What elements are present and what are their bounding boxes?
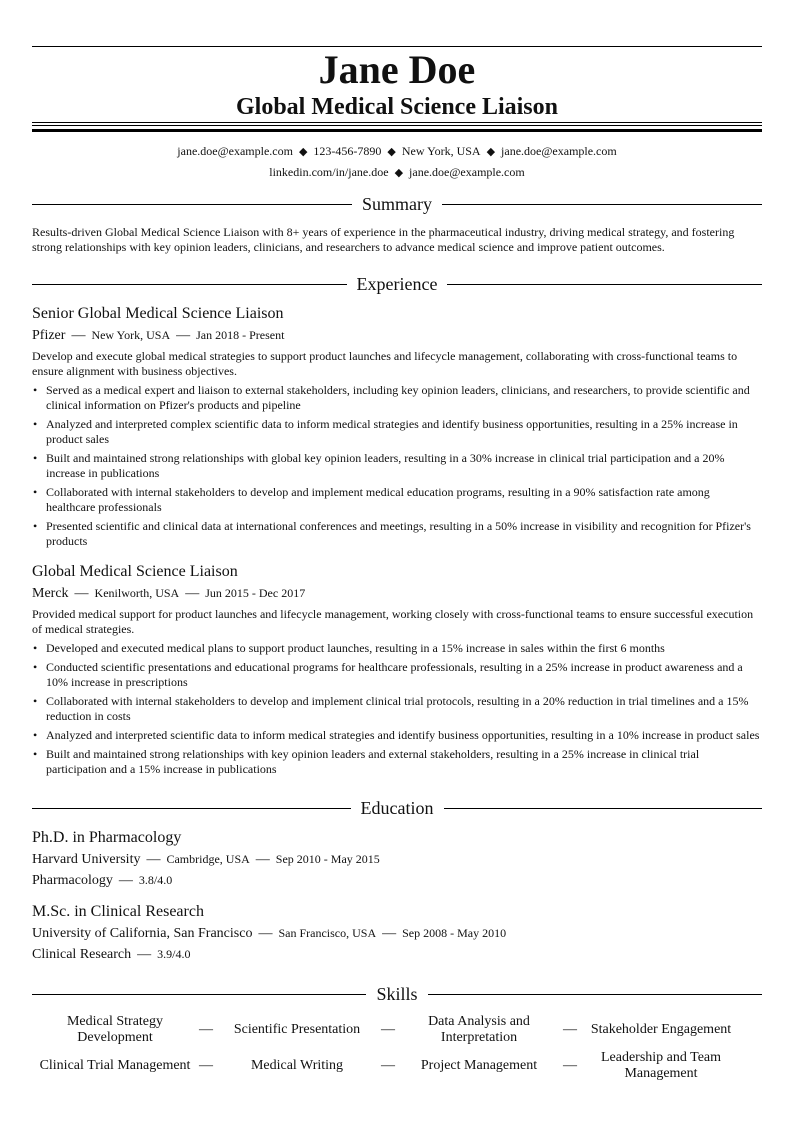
skill-separator: — — [563, 1058, 577, 1073]
skill-item: Data Analysis and Interpretation — [428, 1014, 530, 1045]
list-item: • Served as a medical expert and liaison to external stakeholders, including key opinion leaders, clinicians, and researchers, to provide scientific and clinical information on Pfizer's products and pipeline — [33, 383, 750, 412]
skill-separator: — — [563, 1022, 577, 1037]
skills-title: Skills — [376, 984, 418, 1004]
heading-rule — [442, 204, 762, 205]
contact-line-2 — [32, 164, 762, 181]
header-rule — [32, 122, 762, 123]
school-name: University of California, San Francisco — [32, 926, 253, 941]
list-item: • Conducted scientific presentations and educational programs for healthcare professionals, resulting in a 25% increase in product awareness and a 10% increase in prescriptions — [33, 660, 743, 689]
field-of-study: Pharmacology — [32, 873, 113, 888]
job-location: Kenilworth, USA — [94, 586, 180, 600]
heading-rule — [32, 994, 366, 995]
skill-separator: — — [199, 1058, 213, 1073]
field-line: Clinical Research — 3.9/4.0 — [32, 947, 191, 962]
bullet-icon: • — [33, 383, 38, 397]
summary-heading — [32, 193, 762, 215]
candidate-role: Global Medical Science Liaison — [236, 94, 558, 120]
heading-rule — [32, 808, 351, 809]
experience-heading — [32, 273, 762, 295]
list-item: • Built and maintained strong relationships with key opinion leaders and external stakeholders, resulting in a 25% increase in clinical trial participation and a 15% increase in publications — [33, 747, 700, 776]
heading-rule — [444, 808, 763, 809]
school-dates: Sep 2008 - May 2010 — [402, 926, 507, 940]
skills-grid — [32, 1012, 762, 1084]
school-dates: Sep 2010 - May 2015 — [275, 852, 380, 866]
diamond-separator-icon: ◆ — [298, 146, 308, 158]
diamond-separator-icon: ◆ — [387, 146, 396, 158]
job-entry-pfizer — [32, 304, 762, 553]
list-item: • Collaborated with internal stakeholders to develop and implement clinical trial protocols, resulting in a 20% reduction in trial timelines and a 15% reduction in costs — [33, 694, 749, 723]
list-item: • Built and maintained strong relationships with global key opinion leaders, resulting in a 30% increase in clinical trial participation and a 20% increase in publications — [33, 451, 725, 480]
bullet-icon: • — [33, 641, 38, 655]
degree-title: M.Sc. in Clinical Research — [32, 903, 204, 920]
header-rule — [32, 125, 762, 126]
list-item: • Developed and executed medical plans to support product launches, resulting in a 15% increase in sales within the first 6 months — [33, 641, 665, 655]
skill-item: Project Management — [420, 1058, 538, 1073]
summary-section — [32, 225, 762, 255]
job-company: Merck — [32, 586, 69, 601]
job-entry-merck — [32, 562, 762, 781]
skill-item: Medical Strategy Development — [66, 1014, 164, 1045]
list-item: • Analyzed and interpreted scientific data to inform medical strategies and identify business opportunities, resulting in a 10% increase in product sales — [33, 728, 760, 742]
degree-title: Ph.D. in Pharmacology — [32, 829, 182, 846]
job-dates: Jan 2018 - Present — [196, 328, 285, 342]
job-description: Develop and execute global medical strategies to support product launches and lifecycle management, collaborating with cross-functional teams to ensure alignment with business objectives. — [32, 349, 738, 378]
job-org-line: Pfizer — New York, USA — Jan 2018 - Present — [32, 328, 285, 343]
contact-location: New York, USA — [401, 144, 481, 158]
bullet-icon: • — [33, 485, 38, 499]
bullet-icon: • — [33, 660, 38, 674]
contact-phone[interactable]: 123-456-7890 — [313, 144, 382, 158]
heading-rule — [32, 204, 352, 205]
skill-item: Clinical Trial Management — [39, 1058, 191, 1073]
job-bullets — [32, 641, 762, 777]
skill-item: Stakeholder Engagement — [590, 1022, 732, 1037]
job-org-line: Merck — Kenilworth, USA — Jun 2015 - Dec 2017 — [32, 586, 306, 601]
field-line: Pharmacology — 3.8/4.0 — [32, 873, 173, 888]
contact-email[interactable]: jane.doe@example.com — [177, 144, 293, 158]
school-line: Harvard University — Cambridge, USA — Sep 2010 - May 2015 — [32, 852, 380, 867]
contact-linkedin[interactable]: linkedin.com/in/jane.doe — [269, 165, 389, 179]
school-location: Cambridge, USA — [166, 852, 250, 866]
job-title: Senior Global Medical Science Liaison — [32, 305, 284, 322]
skills-heading — [32, 983, 762, 1005]
heading-rule — [447, 284, 762, 285]
education-title: Education — [360, 798, 434, 818]
job-location: New York, USA — [91, 328, 171, 342]
header-rule-thick — [32, 129, 762, 132]
skill-separator: — — [381, 1022, 395, 1037]
heading-rule — [32, 284, 347, 285]
contact-line-1 — [32, 143, 762, 160]
job-description: Provided medical support for product launches and lifecycle management, working closely with cross-functional teams to ensure successful execution of medical strategies. — [32, 607, 754, 636]
field-of-study: Clinical Research — [32, 947, 132, 962]
job-company: Pfizer — [32, 328, 66, 343]
education-entry-phd — [32, 828, 762, 890]
gpa: 3.9/4.0 — [157, 947, 191, 961]
skills-row — [32, 1048, 762, 1084]
list-item: • Analyzed and interpreted complex scientific data to inform medical strategies and identify business opportunities, resulting in a 25% increase in product sales — [33, 417, 738, 446]
skill-separator: — — [199, 1022, 213, 1037]
experience-title: Experience — [356, 274, 438, 294]
bullet-icon: • — [33, 451, 38, 465]
skill-separator: — — [381, 1058, 395, 1073]
bullet-icon: • — [33, 417, 38, 431]
bullet-icon: • — [33, 747, 38, 761]
contact-email-alt[interactable]: jane.doe@example.com — [409, 165, 525, 179]
list-item: • Collaborated with internal stakeholders to develop and implement medical education programs, resulting in a 90% satisfaction rate among healthcare professionals — [33, 485, 710, 514]
school-name: Harvard University — [32, 852, 141, 867]
skill-item: Leadership and Team Management — [600, 1050, 722, 1081]
candidate-name: Jane Doe — [318, 47, 476, 92]
bullet-icon: • — [33, 519, 38, 533]
list-item: • Presented scientific and clinical data at international conferences and meetings, resulting in a 50% increase in visibility and recognition for Pfizer's products — [33, 519, 751, 548]
diamond-separator-icon: ◆ — [394, 167, 404, 179]
bullet-icon: • — [33, 728, 38, 742]
school-location: San Francisco, USA — [278, 926, 377, 940]
skill-item: Scientific Presentation — [233, 1022, 361, 1037]
bullet-icon: • — [33, 694, 38, 708]
job-title: Global Medical Science Liaison — [32, 563, 238, 580]
diamond-separator-icon: ◆ — [486, 146, 496, 158]
summary-title: Summary — [362, 194, 432, 214]
heading-rule — [428, 994, 762, 995]
job-dates: Jun 2015 - Dec 2017 — [205, 586, 306, 600]
skill-item: Medical Writing — [250, 1058, 344, 1073]
gpa: 3.8/4.0 — [138, 873, 173, 887]
skills-row — [32, 1012, 762, 1048]
education-entry-msc — [32, 902, 762, 964]
education-heading — [32, 797, 762, 819]
summary-text: Results-driven Global Medical Science Liaison with 8+ years of experience in the pharmaceutical industry, driving medical strategy, and fostering strong relationships with key opinion leaders, clinicians, and researchers to advance medical science and improve patient outcomes. — [32, 225, 735, 254]
contact-email-secondary[interactable]: jane.doe@example.com — [501, 144, 617, 158]
school-line: University of California, San Francisco — San Francisco, USA — Sep 2008 - May 2010 — [32, 926, 507, 941]
job-bullets — [32, 383, 762, 549]
